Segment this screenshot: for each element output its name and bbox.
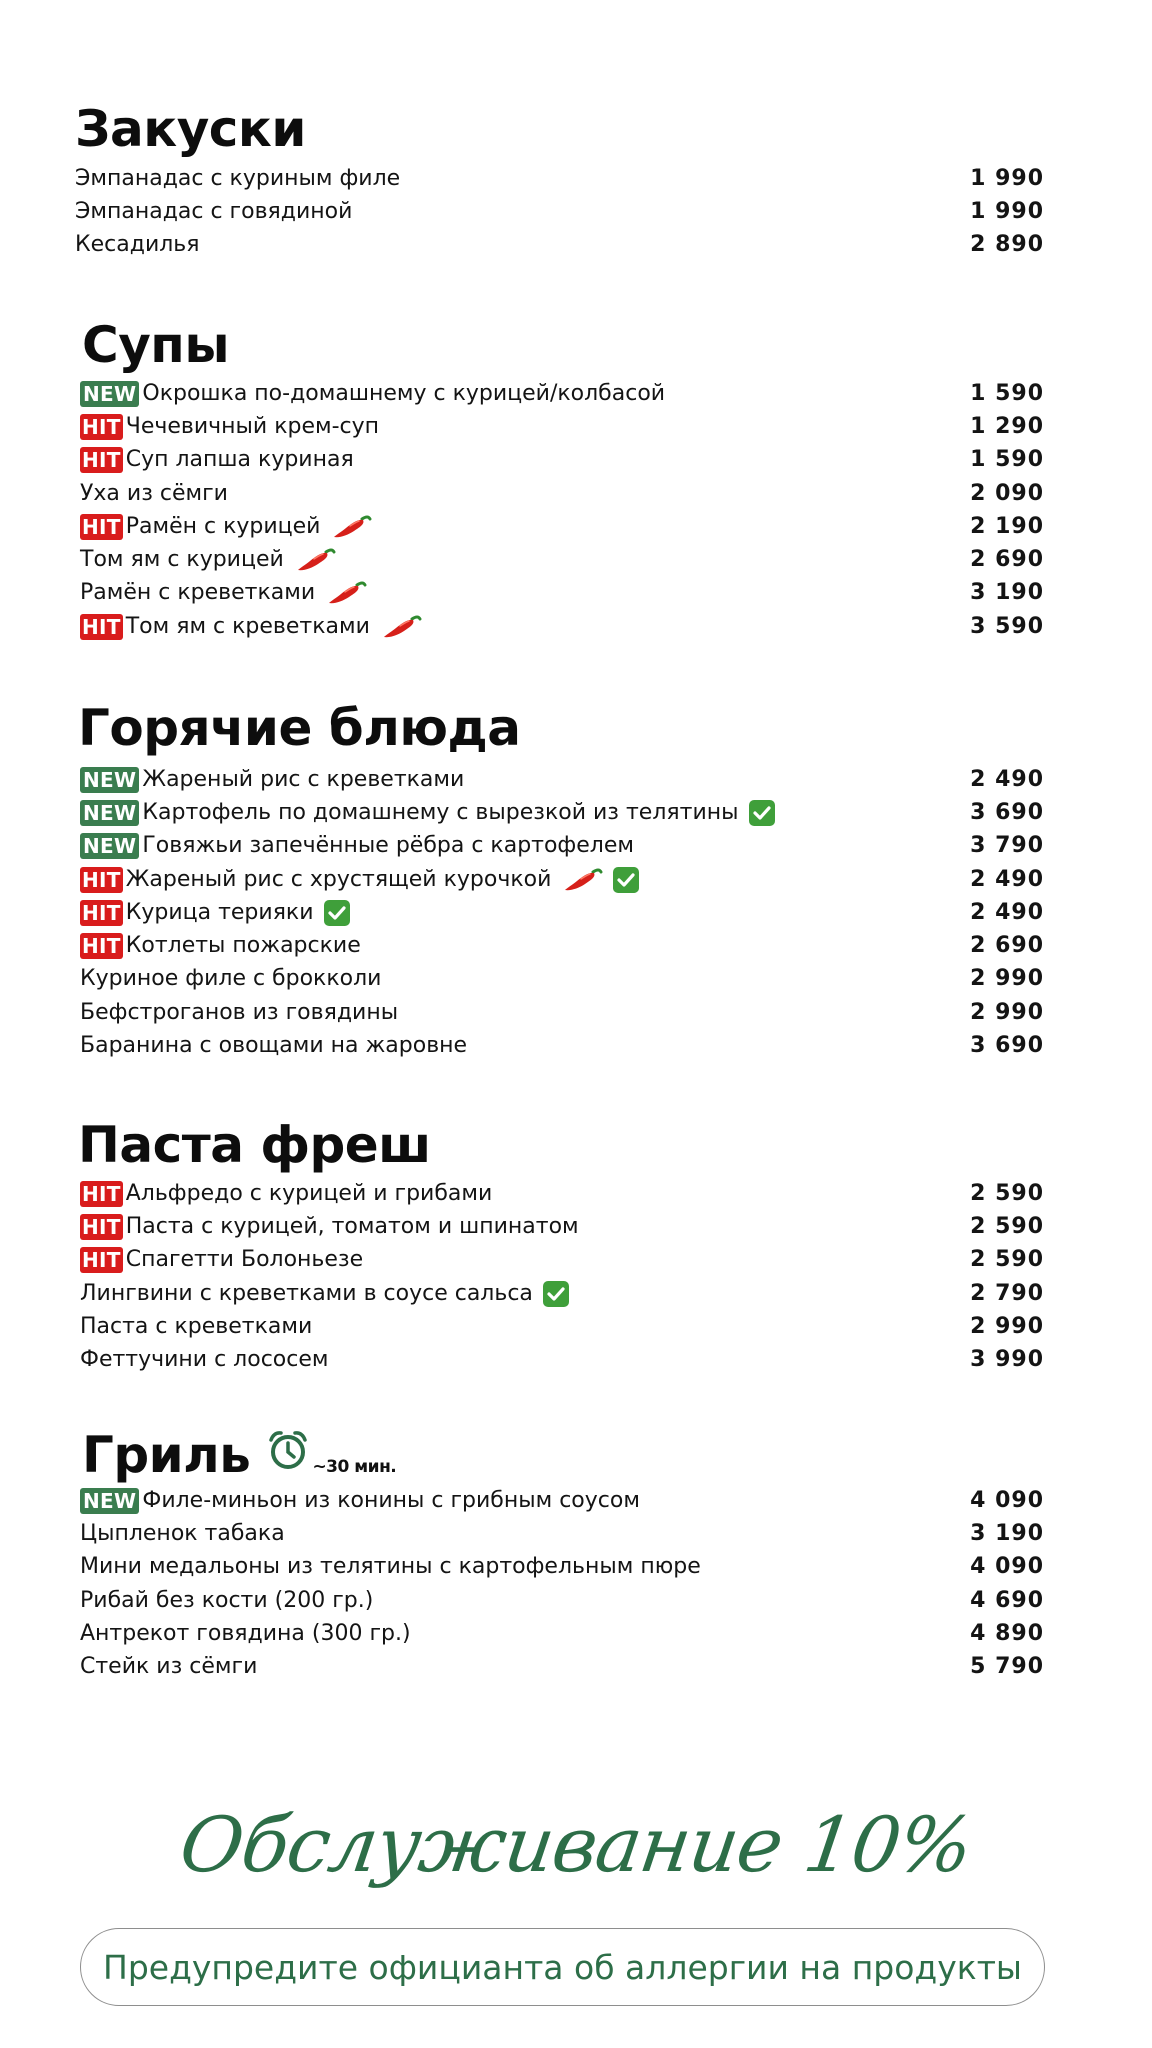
menu-item xyxy=(0,229,1152,262)
menu-item-price: 2 990 xyxy=(970,1313,1044,1339)
menu-item-price: 2 490 xyxy=(970,899,1044,925)
menu-item-name: Говяжьи запечённые рёбра с картофелем xyxy=(142,833,634,859)
item-list xyxy=(0,162,1152,262)
service-charge-text: Обслуживание 10% xyxy=(174,1800,978,1889)
menu-item-name: Курица терияки xyxy=(125,899,314,925)
menu-item-price: 2 490 xyxy=(970,866,1044,892)
time-note: ~30 мин. xyxy=(312,1457,397,1477)
menu-item-name-group xyxy=(80,1488,640,1514)
menu-item-price: 1 990 xyxy=(970,165,1044,191)
menu-item-name: Альфредо с курицей и грибами xyxy=(125,1180,493,1206)
menu-item-name: Паста с курицей, томатом и шпинатом xyxy=(125,1213,579,1239)
menu-item-name-group xyxy=(80,579,367,607)
menu-item-name-group xyxy=(80,800,775,826)
menu-item xyxy=(0,543,1152,576)
menu-item xyxy=(0,1244,1152,1277)
menu-item-name: Рибай без кости (200 гр.) xyxy=(80,1587,374,1613)
menu-item xyxy=(0,1310,1152,1343)
menu-item-name: Эмпанадас с куриным филе xyxy=(75,165,401,191)
menu-item xyxy=(0,477,1152,510)
menu-item-name-group xyxy=(80,1247,363,1273)
menu-item-name: Паста с креветками xyxy=(80,1313,313,1339)
menu-item-name: Стейк из сёмги xyxy=(80,1654,258,1680)
new-badge: NEW xyxy=(80,381,139,407)
menu-item-name-group xyxy=(80,1587,374,1613)
menu-item xyxy=(0,1277,1152,1310)
menu-item-name-group xyxy=(80,1349,329,1371)
menu-item-name: Лингвини с креветками в соусе сальса xyxy=(80,1280,533,1306)
menu-item-name: Цыпленок табака xyxy=(80,1520,285,1546)
menu-item-name: Бефстроганов из говядины xyxy=(80,999,399,1025)
chili-pepper-icon xyxy=(563,866,603,894)
menu-item-name-group xyxy=(80,1656,257,1678)
menu-item-price: 1 590 xyxy=(970,447,1044,473)
menu-item-price: 5 790 xyxy=(970,1654,1044,1680)
menu-item-price: 2 590 xyxy=(970,1180,1044,1206)
allergy-notice-text: Предупредите официанта об аллергии на продукты xyxy=(103,1947,1022,1987)
new-badge: NEW xyxy=(80,800,139,826)
hit-badge: HIT xyxy=(82,867,121,892)
menu-item-price: 2 590 xyxy=(970,1213,1044,1239)
menu-item-name: Рамён с креветками xyxy=(80,580,316,606)
menu-item xyxy=(0,1210,1152,1243)
menu-item-name-group xyxy=(80,613,422,641)
menu-item-price: 3 590 xyxy=(970,613,1044,639)
menu-item-price: 2 890 xyxy=(970,232,1044,258)
menu-item-name: Антрекот говядина (300 гр.) xyxy=(80,1620,411,1646)
item-list xyxy=(0,377,1152,643)
menu-item-price: 2 190 xyxy=(970,513,1044,539)
alarm-clock-icon xyxy=(266,1428,310,1480)
menu-item xyxy=(0,510,1152,543)
menu-item xyxy=(0,996,1152,1029)
menu-item xyxy=(0,444,1152,477)
menu-item-price: 2 590 xyxy=(970,1247,1044,1273)
menu-item-name-group xyxy=(80,1313,313,1339)
hit-badge: HIT xyxy=(82,1214,121,1239)
menu-item-name-group xyxy=(75,165,401,191)
section-title: Закуски xyxy=(75,100,306,158)
menu-item-name-group xyxy=(80,968,381,990)
check-mark-icon xyxy=(543,1281,569,1307)
menu-item-name: Феттучини с лососем xyxy=(80,1347,329,1373)
menu-item-name-group xyxy=(80,1281,569,1307)
menu-item-price: 2 990 xyxy=(970,999,1044,1025)
menu-item-name: Спагетти Болоньезе xyxy=(125,1247,364,1273)
check-mark-icon xyxy=(749,800,775,826)
hit-badge: HIT xyxy=(82,514,121,539)
hit-badge: HIT xyxy=(82,1248,121,1273)
hit-badge: HIT xyxy=(82,900,121,925)
menu-item-name-group xyxy=(80,414,379,440)
new-badge: NEW xyxy=(80,1488,139,1514)
menu-item xyxy=(0,863,1152,896)
menu-item-name: Филе-миньон из конины с грибным соусом xyxy=(142,1487,640,1513)
check-mark-icon xyxy=(324,900,350,926)
menu-item xyxy=(0,1343,1152,1376)
menu-item xyxy=(0,610,1152,643)
new-badge: NEW xyxy=(80,767,139,793)
chili-pepper-icon xyxy=(296,546,336,574)
menu-item-price: 4 090 xyxy=(970,1487,1044,1513)
item-list xyxy=(0,763,1152,1063)
menu-item-price: 1 290 xyxy=(970,413,1044,439)
menu-item-name-group xyxy=(80,546,336,574)
menu-item xyxy=(0,1650,1152,1683)
menu-item xyxy=(0,963,1152,996)
menu-item-name-group xyxy=(75,198,353,224)
menu-item-price: 1 590 xyxy=(970,380,1044,406)
item-list xyxy=(0,1177,1152,1377)
menu-item-price: 3 690 xyxy=(970,1033,1044,1059)
menu-item xyxy=(0,896,1152,929)
menu-item-price: 3 990 xyxy=(970,1347,1044,1373)
hit-badge: HIT xyxy=(82,1181,121,1206)
menu-item-name: Жареный рис с хрустящей курочкой xyxy=(125,866,552,892)
menu-item-name: Кесадилья xyxy=(75,232,200,258)
hit-badge: HIT xyxy=(82,614,121,639)
menu-item-name: Мини медальоны из телятины с картофельным пюре xyxy=(80,1554,701,1580)
menu-item-price: 3 190 xyxy=(970,1520,1044,1546)
menu-item-name-group xyxy=(80,1181,492,1207)
menu-item-price: 1 990 xyxy=(970,198,1044,224)
menu-item xyxy=(0,1551,1152,1584)
section-title: Супы xyxy=(82,316,230,374)
menu-item-price: 3 190 xyxy=(970,580,1044,606)
menu-item-name-group xyxy=(80,900,350,926)
chili-pepper-icon xyxy=(382,613,422,641)
section-title: Паста фреш xyxy=(78,1116,431,1174)
menu-item xyxy=(0,195,1152,228)
chili-pepper-icon xyxy=(332,513,372,541)
menu-item xyxy=(0,1029,1152,1062)
hit-badge: HIT xyxy=(82,414,121,439)
menu-item-name: Уха из сёмги xyxy=(80,480,228,506)
menu-item-price: 2 490 xyxy=(970,766,1044,792)
menu-item-name: Жареный рис с креветками xyxy=(142,766,465,792)
hit-badge: HIT xyxy=(82,934,121,959)
menu-item-name-group xyxy=(80,513,372,541)
menu-item xyxy=(0,830,1152,863)
menu-item-name: Картофель по домашнему с вырезкой из телятины xyxy=(142,799,739,825)
section-title-text: Гриль xyxy=(82,1426,251,1484)
new-badge: NEW xyxy=(80,833,139,859)
menu-item xyxy=(0,796,1152,829)
menu-item-name-group xyxy=(80,447,354,473)
menu-item xyxy=(0,1484,1152,1517)
menu-item-price: 2 690 xyxy=(970,547,1044,573)
menu-item-name: Котлеты пожарские xyxy=(125,933,361,959)
menu-item-price: 4 690 xyxy=(970,1587,1044,1613)
menu-item xyxy=(0,577,1152,610)
section-title xyxy=(82,1426,397,1484)
menu-item-price: 2 090 xyxy=(970,480,1044,506)
menu-item-name-group xyxy=(80,767,464,793)
menu-item-price: 2 690 xyxy=(970,933,1044,959)
menu-item xyxy=(0,763,1152,796)
menu-item xyxy=(0,162,1152,195)
menu-item xyxy=(0,1617,1152,1650)
menu-item-name-group xyxy=(75,234,200,256)
menu-item-name-group xyxy=(80,999,399,1025)
menu-item-name: Рамён с курицей xyxy=(125,513,321,539)
menu-item-price: 2 990 xyxy=(970,966,1044,992)
menu-item-name: Том ям с креветками xyxy=(125,613,370,639)
menu-item-name-group xyxy=(80,381,665,407)
menu-item-name: Окрошка по-домашнему с курицей/колбасой xyxy=(142,380,666,406)
menu-item-name-group xyxy=(80,1035,467,1057)
menu-item-price: 2 790 xyxy=(970,1280,1044,1306)
menu-item-price: 3 690 xyxy=(970,799,1044,825)
menu-item-price: 4 090 xyxy=(970,1554,1044,1580)
menu-item-name-group xyxy=(80,1620,411,1646)
menu-item xyxy=(0,929,1152,962)
check-mark-icon xyxy=(613,867,639,893)
menu-item-name: Том ям с курицей xyxy=(80,547,284,573)
menu-item-name: Суп лапша куриная xyxy=(125,447,354,473)
menu-item xyxy=(0,1517,1152,1550)
menu-item-name: Эмпанадас с говядиной xyxy=(75,198,353,224)
item-list xyxy=(0,1484,1152,1684)
menu-item-name: Баранина с овощами на жаровне xyxy=(80,1033,468,1059)
menu-item-price: 3 790 xyxy=(970,833,1044,859)
menu-item xyxy=(0,1177,1152,1210)
menu-item-name-group xyxy=(80,866,639,894)
menu-item-name-group xyxy=(80,480,228,506)
hit-badge: HIT xyxy=(82,448,121,473)
menu-item-name: Куриное филе с брокколи xyxy=(80,966,382,992)
menu-item-name-group xyxy=(80,1520,285,1546)
allergy-notice xyxy=(80,1928,1045,2006)
menu-item-name-group xyxy=(80,833,634,859)
menu-item xyxy=(0,1584,1152,1617)
menu-item xyxy=(0,377,1152,410)
menu-item-name-group xyxy=(80,1556,701,1578)
menu-item xyxy=(0,410,1152,443)
chili-pepper-icon xyxy=(327,579,367,607)
menu-item-name: Чечевичный крем-суп xyxy=(125,413,380,439)
menu-item-name-group xyxy=(80,1214,579,1240)
menu-item-name-group xyxy=(80,933,361,959)
section-title: Горячие блюда xyxy=(78,699,521,757)
menu-item-price: 4 890 xyxy=(970,1620,1044,1646)
